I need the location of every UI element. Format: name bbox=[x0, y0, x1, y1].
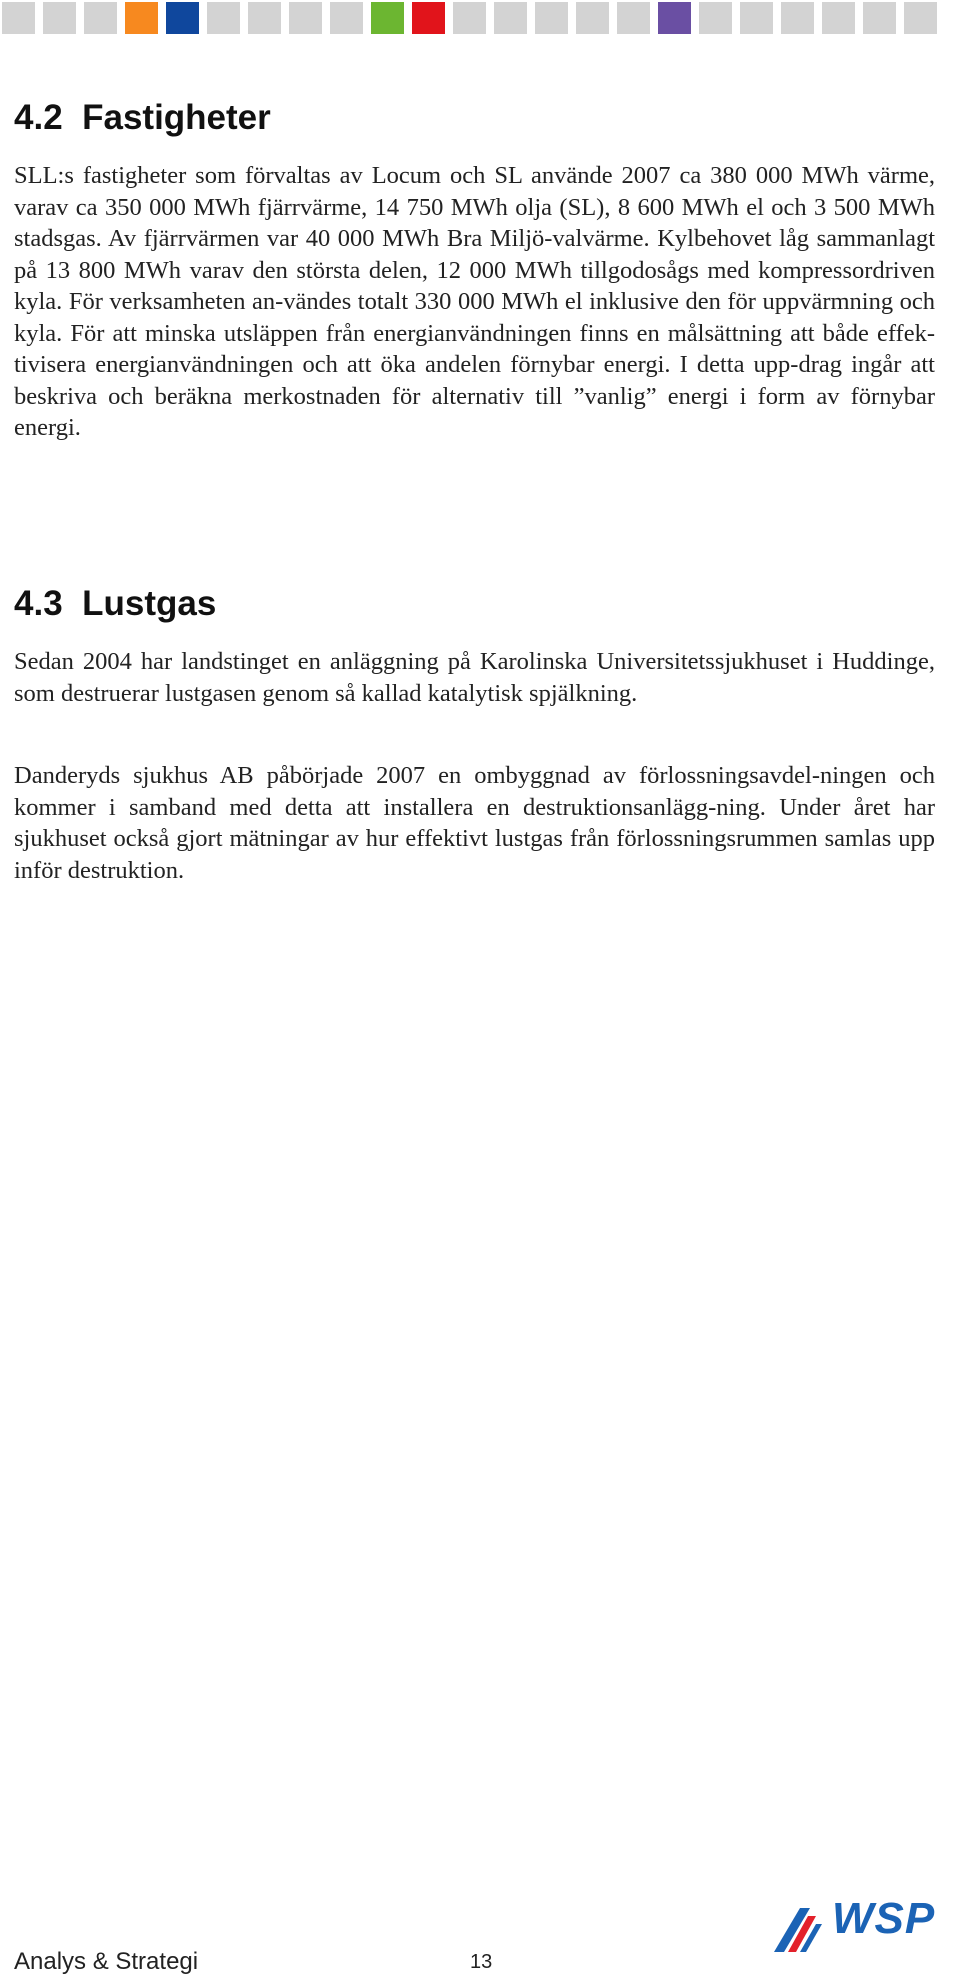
color-square bbox=[576, 2, 609, 34]
color-square bbox=[904, 2, 937, 34]
color-square bbox=[740, 2, 773, 34]
color-square bbox=[248, 2, 281, 34]
color-square bbox=[822, 2, 855, 34]
color-square bbox=[125, 2, 158, 34]
color-square bbox=[863, 2, 896, 34]
paragraph-lustgas-1: Sedan 2004 har landstinget en anläggning på Karolinska Universitetssjukhuset i Huddinge, som destruerar lustgasen genom så kallad katalytisk spjälkning. bbox=[14, 648, 935, 707]
color-square bbox=[371, 2, 404, 34]
color-square bbox=[84, 2, 117, 34]
color-square bbox=[535, 2, 568, 34]
wsp-logo-icon bbox=[770, 1896, 840, 1956]
color-square bbox=[43, 2, 76, 34]
color-square bbox=[289, 2, 322, 34]
footer-title: Analys & Strategi bbox=[14, 1948, 199, 1975]
color-square bbox=[330, 2, 363, 34]
color-square-strip bbox=[0, 0, 960, 36]
color-square bbox=[781, 2, 814, 34]
color-square bbox=[699, 2, 732, 34]
color-square bbox=[494, 2, 527, 34]
section-heading-fastigheter: 4.2 Fastigheter bbox=[14, 98, 271, 137]
paragraph-fastigheter: SLL:s fastigheter som förvaltas av Locum och SL använde 2007 ca 380 000 MWh värme, varav ca 350 000 MWh fjärrvärme, 14 750 MWh olja (SL), 8 600 MWh el och 3 500 MWh stadsgas. Av fjärrvärmen var 40 000 MWh Bra Miljö-valvärme. Kylbehovet låg sammanlagt på 13 800 MWh varav den största delen, 12 000 MWh tillgodosågs med kompressordriven kyla. För verksamheten an-vändes totalt 330 000 MWh el inklusive den för uppvärmning och kyla. För att minska utsläppen från energianvändningen finns en målsättning att både effek-tivisera energianvändningen och att öka andelen förnybar energi. I detta upp-drag ingår att beskriva och beräkna merkostnaden för alternativ till ”vanlig” energi i form av förnybar energi. bbox=[14, 162, 935, 441]
wsp-logo bbox=[770, 1896, 960, 1956]
color-square bbox=[166, 2, 199, 34]
color-square bbox=[412, 2, 445, 34]
paragraph-lustgas-2: Danderyds sjukhus AB påbörjade 2007 en ombyggnad av förlossningsavdel-ningen och kommer i samband med detta att installera en destruktionsanlägg-ning. Under året har sjukhuset också gjort mätningar av hur effektivt lustgas från förlossningsrummen samlas upp inför destruktion. bbox=[14, 762, 935, 884]
color-square bbox=[453, 2, 486, 34]
section-heading-lustgas: 4.3 Lustgas bbox=[14, 584, 217, 623]
color-square bbox=[617, 2, 650, 34]
color-square bbox=[2, 2, 35, 34]
color-square bbox=[207, 2, 240, 34]
page-number: 13 bbox=[470, 1951, 493, 1973]
wsp-logo-text: WSP bbox=[832, 1894, 936, 1943]
color-square bbox=[658, 2, 691, 34]
